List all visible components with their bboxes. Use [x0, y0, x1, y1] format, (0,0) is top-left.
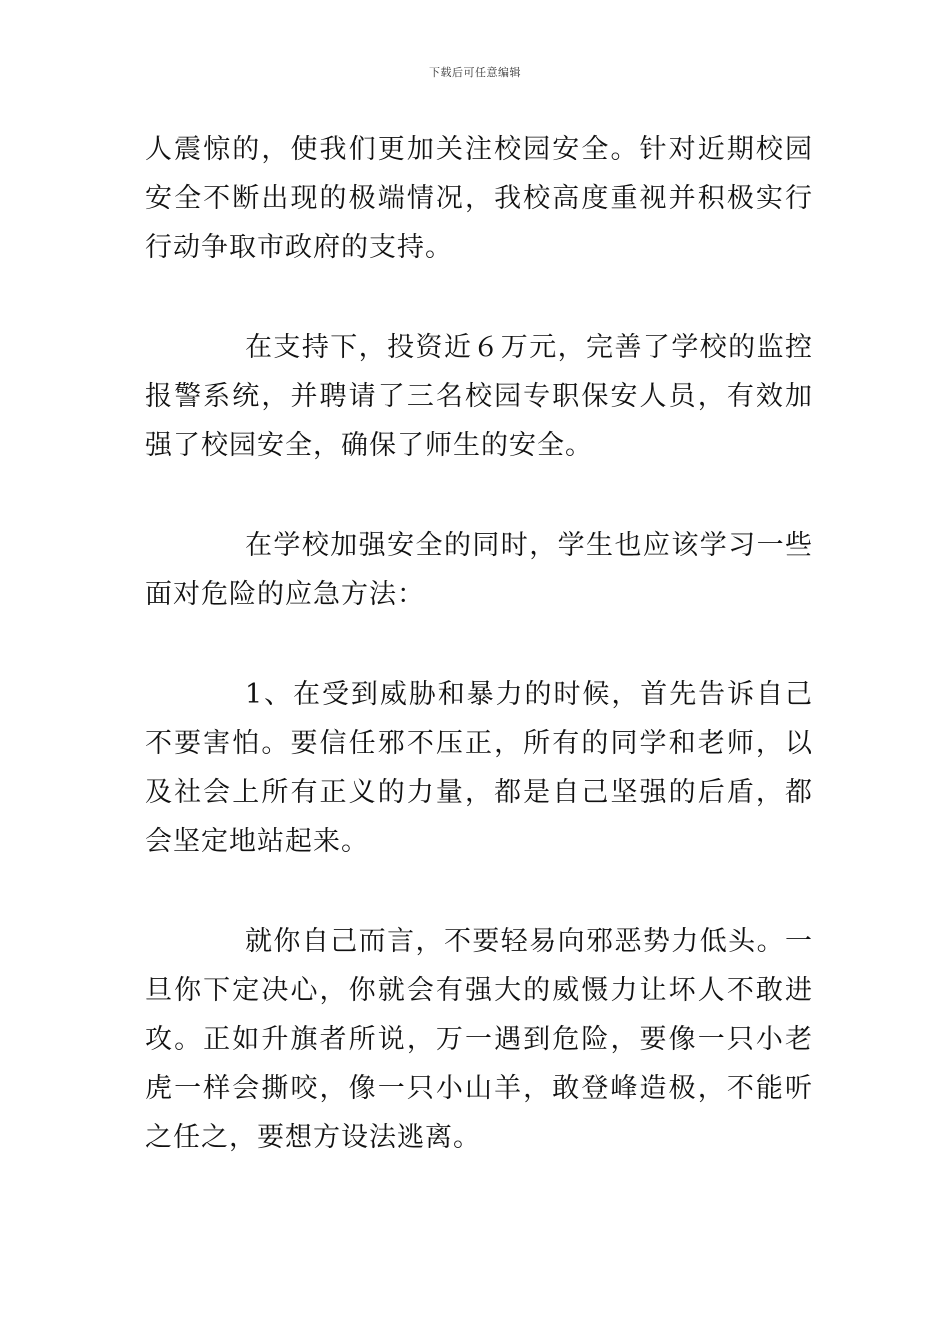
paragraph-emergency-intro: 在学校加强安全的同时，学生也应该学习一些面对危险的应急方法： [145, 530, 813, 610]
paragraph-gap [145, 866, 813, 917]
paragraph-gap [145, 272, 813, 323]
paragraph-investment: 在支持下，投资近６万元，完善了学校的监控报警系统，并聘请了三名校园专职保安人员，有效加强了校园安全，确保了师生的安全。 [145, 332, 813, 461]
paragraph-item-1: 1、在受到威胁和暴力的时候，首先告诉自己不要害怕。要信任邪不压正，所有的同学和老师，以及社会上所有正义的力量，都是自己坚强的后盾，都会坚定地站起来。 [145, 679, 813, 857]
paragraph-gap [145, 470, 813, 521]
paragraph-gap [145, 619, 813, 670]
paragraph-continuation: 人震惊的，使我们更加关注校园安全。针对近期校园安全不断出现的极端情况，我校高度重视并积极实行行动争取市政府的支持。 [145, 134, 813, 263]
paragraph-self-defense: 就你自己而言，不要轻易向邪恶势力低头。一旦你下定决心，你就会有强大的威慑力让坏人不敢进攻。正如升旗者所说，万一遇到危险，要像一只小老虎一样会撕咬，像一只小山羊，敢登峰造极，不能听之任之，要想方设法逃离。 [145, 926, 813, 1153]
header-note: 下载后可任意编辑 [429, 66, 521, 79]
document-body [145, 125, 813, 1162]
